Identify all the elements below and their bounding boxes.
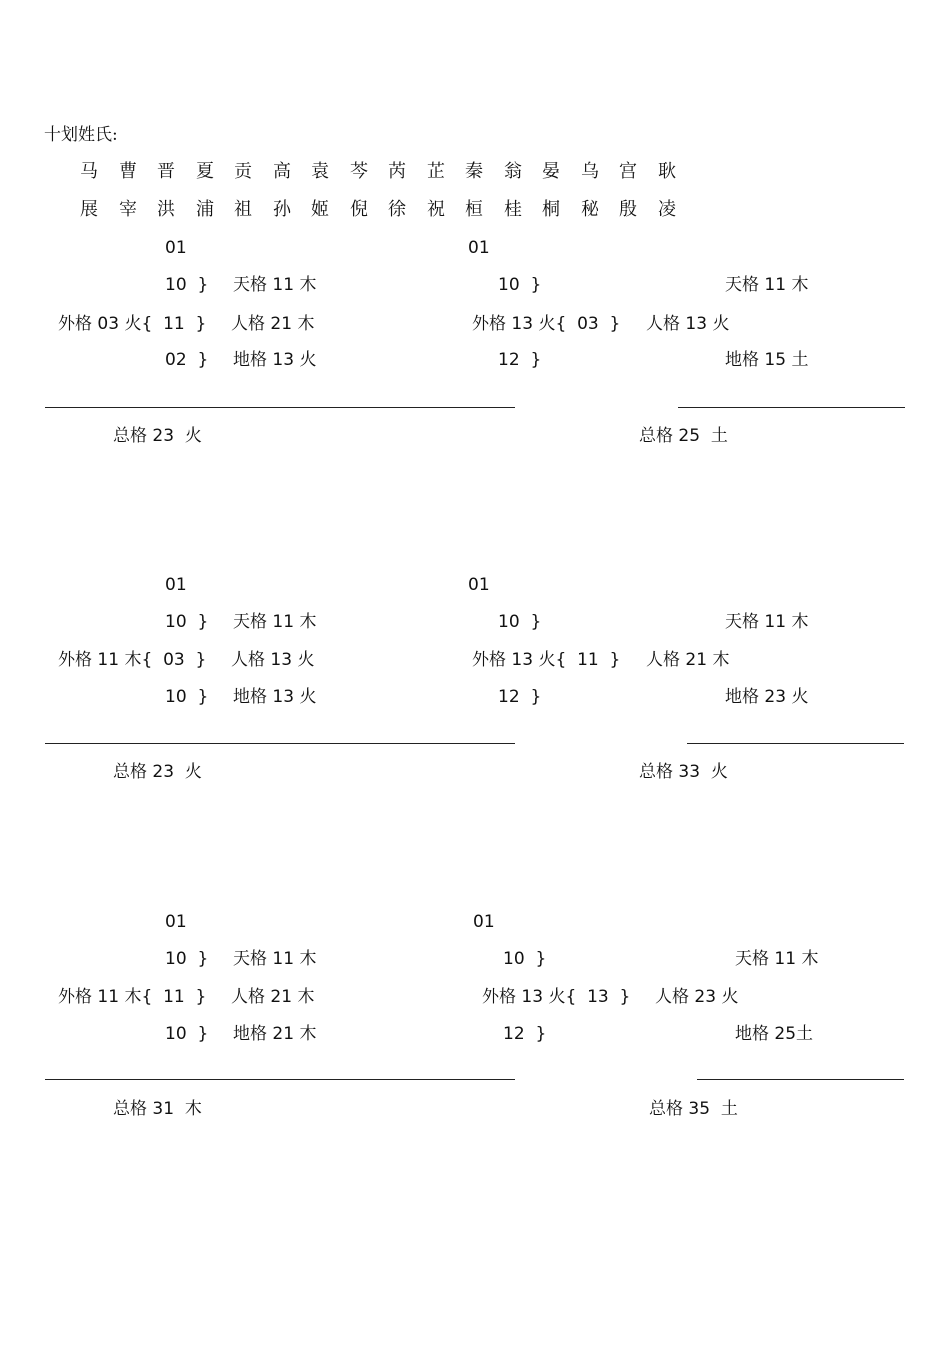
top-stroke: 01: [473, 912, 495, 932]
lower-stroke: 12 }: [498, 687, 542, 707]
surname-char: 徐: [388, 199, 406, 220]
surname-char: 晏: [542, 161, 560, 182]
ren-ge: 人格 13 火: [231, 650, 315, 670]
top-stroke: 01: [165, 575, 187, 595]
surname-char: 夏: [196, 161, 214, 182]
tian-ge: 天格 11 木: [233, 949, 317, 969]
wai-ge: 外格 11 木{ 11 }: [58, 987, 207, 1007]
surname-char: 秘: [581, 199, 599, 220]
lower-stroke: 10 }: [165, 1024, 209, 1044]
lower-stroke: 10 }: [165, 687, 209, 707]
tian-ge: 天格 11 木: [735, 949, 819, 969]
tian-ge: 天格 11 木: [725, 275, 809, 295]
surname-char: 曹: [119, 161, 137, 182]
wai-ge: 外格 13 火{ 11 }: [472, 650, 621, 670]
surname-char: 宫: [619, 161, 637, 182]
top-stroke: 01: [468, 238, 490, 258]
upper-stroke: 10 }: [503, 949, 547, 969]
tian-ge: 天格 11 木: [725, 612, 809, 632]
surname-char: 祝: [427, 199, 445, 220]
zong-ge: 总格 35 土: [649, 1099, 738, 1119]
surname-char: 殷: [619, 199, 637, 220]
upper-stroke: 10 }: [498, 275, 542, 295]
ren-ge: 人格 21 木: [646, 650, 730, 670]
di-ge: 地格 25土: [735, 1024, 814, 1044]
lower-stroke: 12 }: [498, 350, 542, 370]
surname-char: 祖: [234, 199, 252, 220]
surname-char: 孙: [273, 199, 291, 220]
ren-ge: 人格 21 木: [231, 987, 315, 1007]
di-ge: 地格 13 火: [233, 350, 317, 370]
wai-ge: 外格 11 木{ 03 }: [58, 650, 207, 670]
zong-ge: 总格 25 土: [639, 426, 728, 446]
surname-char: 倪: [350, 199, 368, 220]
tian-ge: 天格 11 木: [233, 612, 317, 632]
page-title: 十划姓氏:: [44, 125, 118, 145]
surname-char: 秦: [465, 161, 483, 182]
top-stroke: 01: [165, 238, 187, 258]
zong-ge: 总格 23 火: [113, 762, 202, 782]
surname-char: 凌: [658, 199, 676, 220]
upper-stroke: 10 }: [165, 612, 209, 632]
surname-char: 翁: [504, 161, 522, 182]
divider: [678, 407, 905, 408]
ren-ge: 人格 13 火: [646, 314, 730, 334]
upper-stroke: 10 }: [498, 612, 542, 632]
ren-ge: 人格 23 火: [655, 987, 739, 1007]
surname-char: 芮: [388, 161, 406, 182]
lower-stroke: 02 }: [165, 350, 209, 370]
surname-char: 耿: [658, 161, 676, 182]
ren-ge: 人格 21 木: [231, 314, 315, 334]
zong-ge: 总格 23 火: [113, 426, 202, 446]
surname-char: 展: [80, 199, 98, 220]
di-ge: 地格 23 火: [725, 687, 809, 707]
divider: [687, 743, 904, 744]
divider: [45, 1079, 515, 1080]
zong-ge: 总格 31 木: [113, 1099, 202, 1119]
surname-char: 芷: [427, 161, 445, 182]
surname-char: 浦: [196, 199, 214, 220]
di-ge: 地格 15 土: [725, 350, 809, 370]
surname-char: 马: [80, 161, 98, 182]
divider: [45, 407, 515, 408]
top-stroke: 01: [165, 912, 187, 932]
wai-ge: 外格 03 火{ 11 }: [58, 314, 207, 334]
divider: [697, 1079, 904, 1080]
top-stroke: 01: [468, 575, 490, 595]
surname-char: 洪: [157, 199, 175, 220]
surname-char: 桓: [465, 199, 483, 220]
di-ge: 地格 21 木: [233, 1024, 317, 1044]
wai-ge: 外格 13 火{ 13 }: [482, 987, 631, 1007]
surname-char: 袁: [311, 161, 329, 182]
divider: [45, 743, 515, 744]
surname-char: 贡: [234, 161, 252, 182]
surname-char: 桐: [542, 199, 560, 220]
surname-char: 高: [273, 161, 291, 182]
tian-ge: 天格 11 木: [233, 275, 317, 295]
lower-stroke: 12 }: [503, 1024, 547, 1044]
surname-char: 晋: [157, 161, 175, 182]
surname-char: 芩: [350, 161, 368, 182]
di-ge: 地格 13 火: [233, 687, 317, 707]
surname-char: 宰: [119, 199, 137, 220]
upper-stroke: 10 }: [165, 275, 209, 295]
surname-char: 姬: [311, 199, 329, 220]
surname-char: 桂: [504, 199, 522, 220]
upper-stroke: 10 }: [165, 949, 209, 969]
wai-ge: 外格 13 火{ 03 }: [472, 314, 621, 334]
surname-char: 乌: [581, 161, 599, 182]
zong-ge: 总格 33 火: [639, 762, 728, 782]
